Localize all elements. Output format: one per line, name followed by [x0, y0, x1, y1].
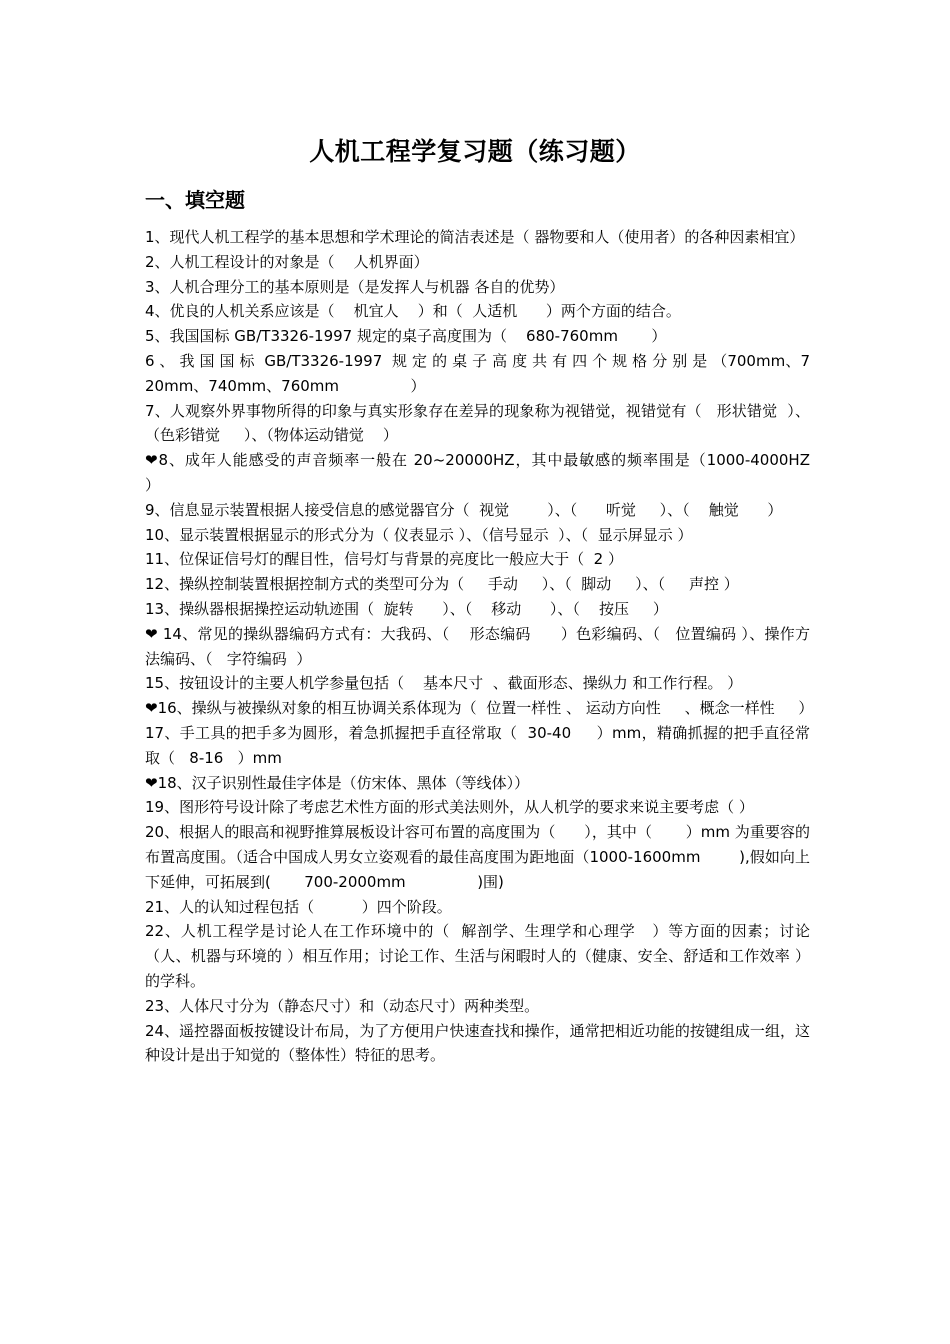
question-item: 1、现代人机工程学的基本思想和学术理论的简洁表述是（ 器物要和人（使用者）的各种因素相宜）	[145, 228, 805, 246]
question-item: ❤16、操纵与被操纵对象的相互协调关系体现为（ 位置一样性 、 运动方向性 、概念一样性 ）	[145, 699, 814, 718]
question-item: 6 、 我 国 国 标 GB/T3326-1997 规 定 的 桌 子 高 度 共 有 四 个 规 格 分 别 是 （700mm、720mm、740mm、760mm ）	[145, 351, 810, 395]
question-item: 4、优良的人机关系应该是（ 机宜人 ）和（ 人适机 ）两个方面的结合。	[145, 302, 681, 321]
question-item: 11、位保证信号灯的醒目性，信号灯与背景的亮度比一般应大于（ 2 ）	[145, 550, 623, 569]
question-item: 5、我国国标 GB/T3326-1997 规定的桌子高度围为（ 680-760mm ）	[145, 327, 667, 346]
section-heading: 一、填空题	[145, 188, 245, 212]
question-item: 3、人机合理分工的基本原则是（是发挥人与机器 各自的优势）	[145, 277, 565, 296]
question-item: ❤8、成年人能感受的声音频率一般在 20~20000HZ，其中最敏感的频率围是（1000-4000HZ ）	[145, 451, 853, 494]
question-item: 13、操纵器根据操控运动轨迹围（ 旋转 ）、（ 移动 ）、（ 按压 ）	[145, 599, 668, 618]
question-item: 20、根据人的眼高和视野推算展板设计容可布置的高度围为（ ），其中（ ）mm 为重要容的布置高度围。（适合中国成人男女立姿观看的最佳高度围为距地面（1000-1600mm ),假如向上下延伸，可拓展到( 700-2000mm )围)	[145, 823, 810, 891]
question-item: 19、图形符号设计除了考虑艺术性方面的形式美法则外，从人机学的要求来说主要考虑（ ）	[145, 798, 754, 817]
question-item: ❤18、汉子识别性最佳字体是（仿宋体、黑体（等线体））	[145, 773, 530, 792]
question-item: 10、显示装置根据显示的形式分为（ 仪表显示 ）、（信号显示 ）、（ 显示屏显示 ）	[145, 525, 693, 544]
question-item: 9、信息显示装置根据人接受信息的感觉器官分（ 视觉 ）、（ 听觉 ）、（ 触觉 ）	[145, 500, 783, 519]
question-item: 22、人机工程学是讨论人在工作环境中的（ 解剖学、生理学和心理学 ）等方面的因素；讨论（人、机器与环境的 ）相互作用；讨论工作、生活与闲暇时人的（健康、安全、舒适和工作效率 ）的学科。	[145, 922, 810, 990]
question-item: ❤ 14、常见的操纵器编码方式有：大我码、（ 形态编码 ）色彩编码、（ 位置编码 ）、操作方法编码、（ 字符编码 ）	[145, 624, 810, 668]
question-item: 21、人的认知过程包括（ ）四个阶段。	[145, 897, 452, 916]
question-item: 12、操纵控制装置根据控制方式的类型可分为（ 手动 ）、（ 脚动 ）、（ 声控 ）	[145, 575, 739, 594]
question-item: 23、人体尺寸分为（静态尺寸）和（动态尺寸）两种类型。	[145, 996, 540, 1015]
question-item: 24、遥控器面板按键设计布局，为了方便用户快速查找和操作，通常把相近功能的按键组成一组，这种设计是出于知觉的（整体性）特征的思考。	[145, 1021, 810, 1065]
question-item: 2、人机工程设计的对象是（ 人机界面）	[145, 252, 429, 271]
question-item: 7、人观察外界事物所得的印象与真实形象存在差异的现象称为视错觉，视错觉有（ 形状错觉 ）、（色彩错觉 ）、（物体运动错觉 ）	[145, 401, 810, 445]
question-item: 17、手工具的把手多为圆形，着急抓握把手直径常取（ 30-40 ）mm，精确抓握的把手直径常取（ 8-16 ）mm	[145, 723, 810, 767]
question-list	[145, 225, 853, 1068]
question-item: 15、按钮设计的主要人机学参量包括（ 基本尺寸 、截面形态、操纵力 和工作行程。 ）	[145, 674, 743, 693]
document-title: 人机工程学复习题（练习题）	[309, 137, 641, 166]
